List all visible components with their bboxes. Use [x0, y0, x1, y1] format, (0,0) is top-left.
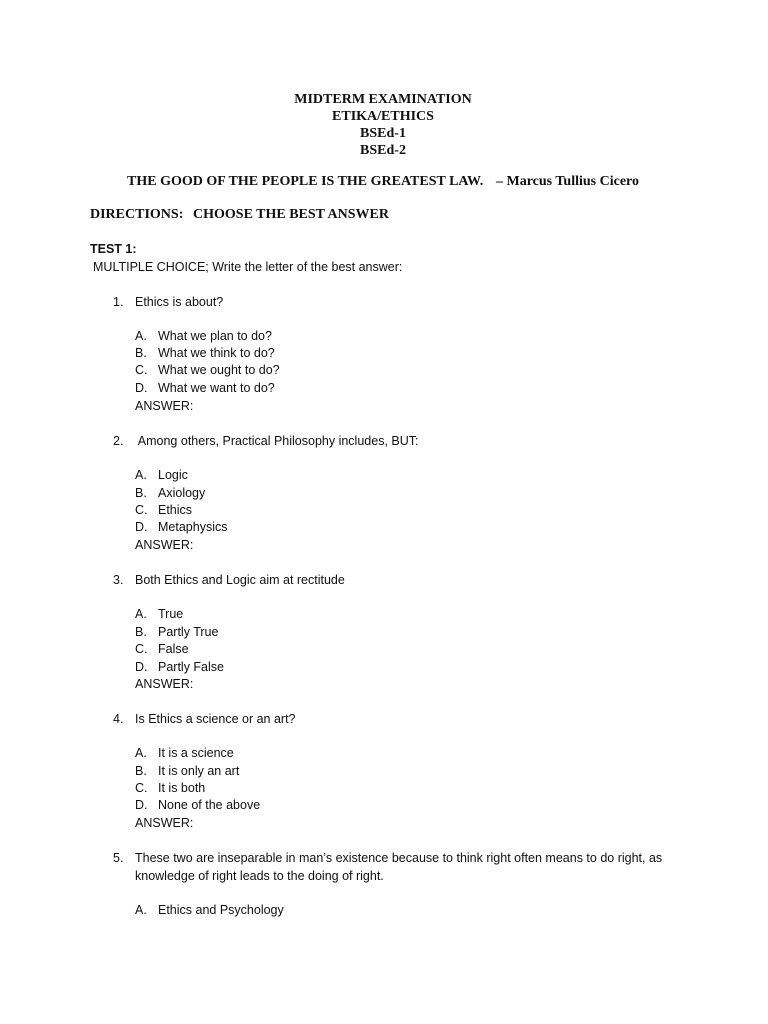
option-letter: C. [135, 642, 148, 656]
option-text: What we want to do? [158, 381, 275, 395]
option-text: It is both [158, 781, 206, 795]
answer-label: ANSWER: [135, 677, 194, 691]
question-text: Is Ethics a science or an art? [135, 712, 296, 726]
option-text: What we plan to do? [158, 329, 272, 343]
question-text-line-2: knowledge of right leads to the doing of right. [135, 869, 384, 883]
option-text: Metaphysics [158, 520, 228, 534]
section-2: BSEd-2 [360, 143, 406, 158]
option-text: It is a science [158, 746, 234, 760]
option-text: What we ought to do? [158, 363, 280, 377]
section-1: BSEd-1 [360, 126, 406, 141]
test-instruction: MULTIPLE CHOICE; Write the letter of the best answer: [93, 260, 403, 274]
quote-author: – Marcus Tullius Cicero [496, 174, 640, 189]
answer-label: ANSWER: [135, 399, 194, 413]
option-letter: A. [135, 468, 147, 482]
quote-text: THE GOOD OF THE PEOPLE IS THE GREATEST LAW. [127, 174, 484, 189]
option-text: Partly True [158, 625, 219, 639]
question-number: 5. [113, 851, 124, 865]
question-number: 3. [113, 573, 124, 587]
option-text: It is only an art [158, 764, 240, 778]
option-text: False [158, 642, 189, 656]
option-letter: D. [135, 798, 148, 812]
question-number: 2. [113, 434, 124, 448]
option-letter: A. [135, 607, 147, 621]
question-text: Ethics is about? [135, 295, 224, 309]
option-letter: A. [135, 329, 147, 343]
option-letter: C. [135, 363, 148, 377]
test-title: TEST 1: [90, 242, 137, 256]
option-letter: B. [135, 346, 147, 360]
option-letter: D. [135, 660, 148, 674]
option-text: True [158, 607, 184, 621]
answer-label: ANSWER: [135, 816, 194, 830]
exam-title: MIDTERM EXAMINATION [294, 92, 472, 107]
option-letter: C. [135, 503, 148, 517]
option-text: Ethics [158, 503, 193, 517]
directions-label: DIRECTIONS: [90, 207, 184, 222]
subject-title: ETIKA/ETHICS [332, 109, 434, 124]
answer-label: ANSWER: [135, 538, 194, 552]
option-letter: B. [135, 625, 147, 639]
option-text: What we think to do? [158, 346, 275, 360]
option-letter: A. [135, 746, 147, 760]
question-number: 1. [113, 295, 124, 309]
question-text-line-1: These two are inseparable in man’s existence because to think right often means to do right, as [135, 851, 663, 865]
option-letter: C. [135, 781, 148, 795]
option-letter: D. [135, 381, 148, 395]
option-letter: B. [135, 764, 147, 778]
question-text: Among others, Practical Philosophy includes, BUT: [135, 434, 419, 448]
option-letter: B. [135, 486, 147, 500]
directions-text: CHOOSE THE BEST ANSWER [193, 207, 389, 222]
option-letter: A. [135, 903, 147, 917]
option-text: Axiology [158, 486, 206, 500]
option-text: Partly False [158, 660, 224, 674]
option-letter: D. [135, 520, 148, 534]
question-text: Both Ethics and Logic aim at rectitude [135, 573, 345, 587]
option-text: Ethics and Psychology [158, 903, 284, 917]
question-number: 4. [113, 712, 124, 726]
option-text: None of the above [158, 798, 261, 812]
option-text: Logic [158, 468, 188, 482]
